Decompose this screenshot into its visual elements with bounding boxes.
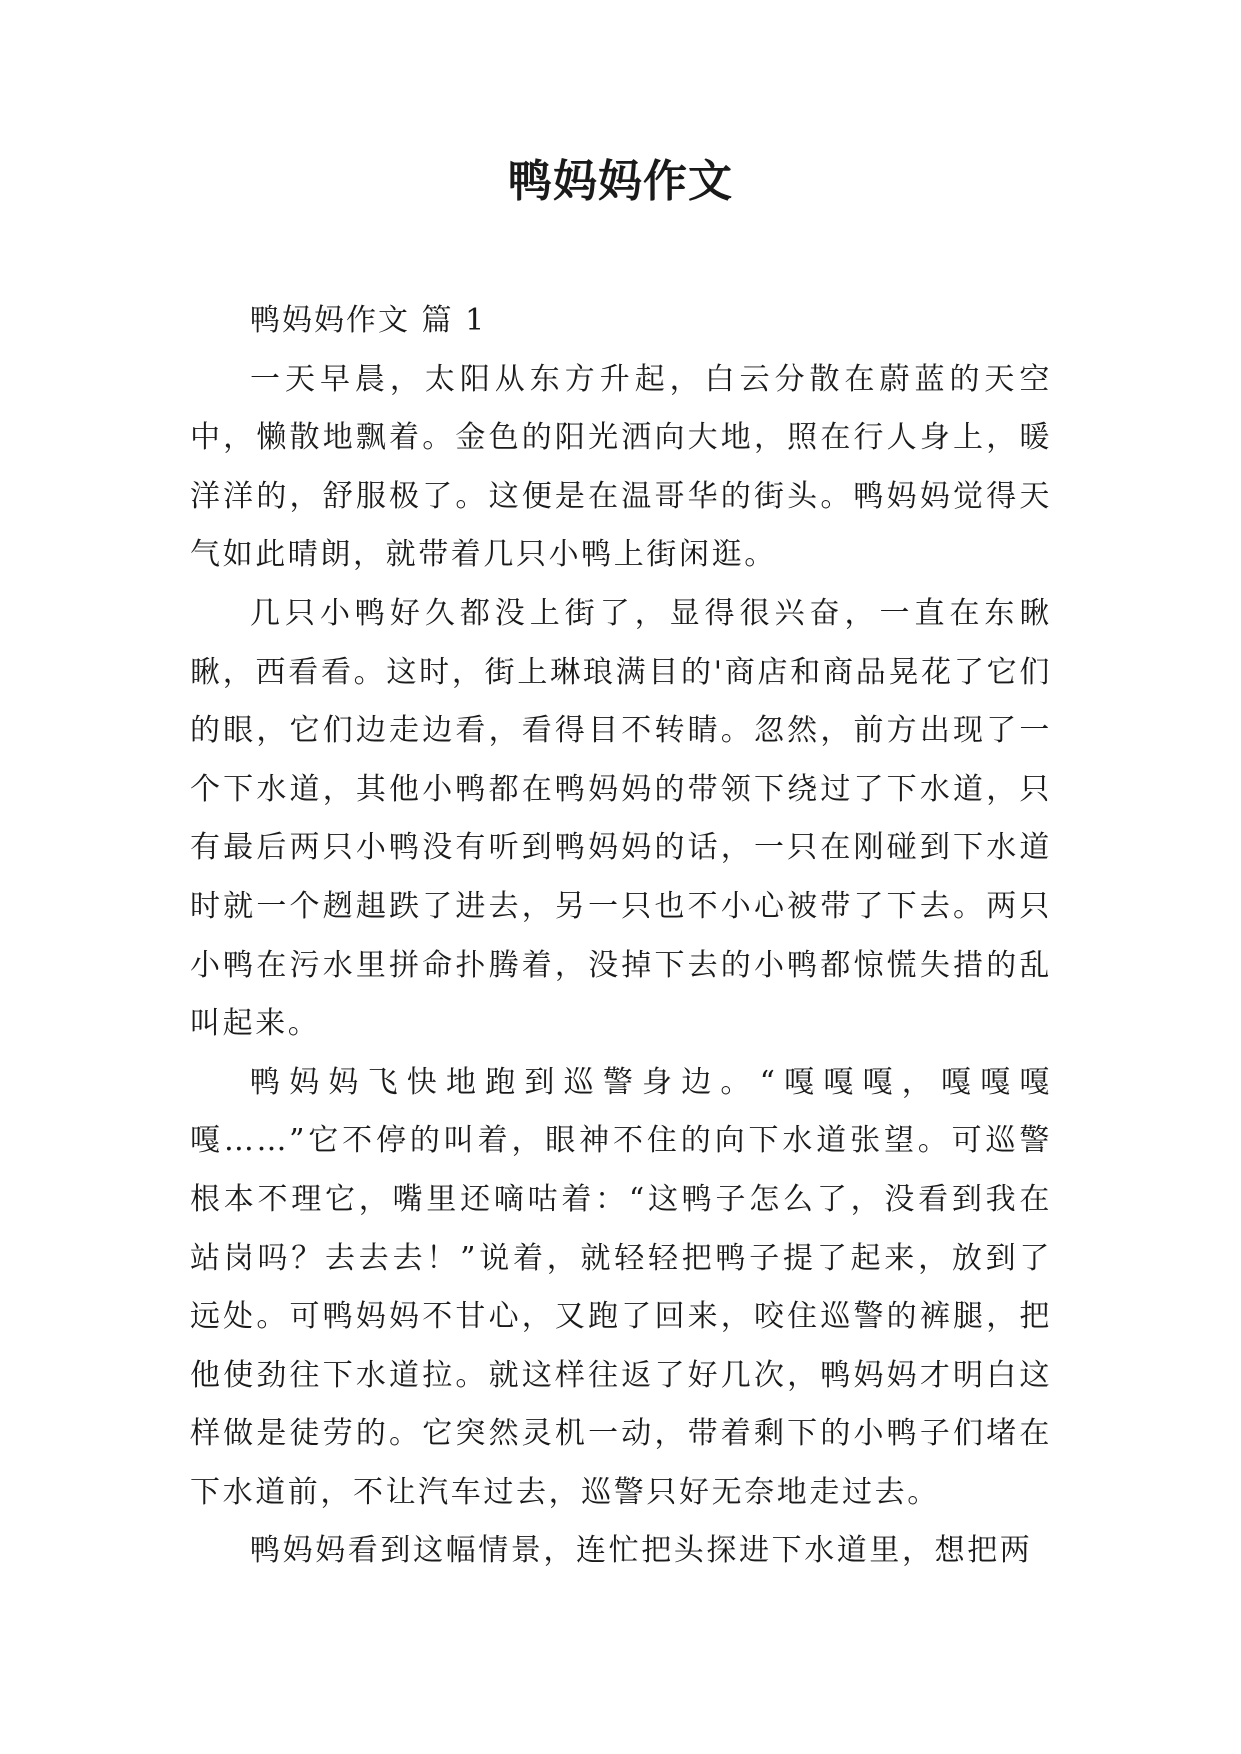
document-body [190, 292, 1052, 1581]
paragraph-1: 一天早晨，太阳从东方升起，白云分散在蔚蓝的天空中，懒散地飘着。金色的阳光洒向大地，照在行人身上，暖洋洋的，舒服极了。这便是在温哥华的街头。鸭妈妈觉得天气如此晴朗，就带着几只小鸭上街闲逛。 [190, 361, 1052, 573]
paragraph-2: 几只小鸭好久都没上街了，显得很兴奋，一直在东瞅瞅，西看看。这时，街上琳琅满目的'商店和商品晃花了它们的眼，它们边走边看，看得目不转睛。忽然，前方出现了一个下水道，其他小鸭都在鸭妈妈的带领下绕过了下水道，只有最后两只小鸭没有听到鸭妈妈的话，一只在刚碰到下水道时就一个趔趄跌了进去，另一只也不小心被带了下去。两只小鸭在污水里拼命扑腾着，没掉下去的小鸭都惊慌失措的乱叫起来。 [190, 595, 1052, 1042]
section-heading: 鸭妈妈作文 篇 1 [250, 303, 487, 338]
paragraph-3: 鸭妈妈飞快地跑到巡警身边。“嘎嘎嘎，嘎嘎嘎嘎……”它不停的叫着，眼神不住的向下水道张望。可巡警根本不理它，嘴里还嘀咕着：“这鸭子怎么了，没看到我在站岗吗？去去去！”说着，就轻轻把鸭子提了起来，放到了远处。可鸭妈妈不甘心，又跑了回来，咬住巡警的裤腿，把他使劲往下水道拉。就这样往返了好几次，鸭妈妈才明白这样做是徒劳的。它突然灵机一动，带着剩下的小鸭子们堵在下水道前，不让汽车过去，巡警只好无奈地走过去。 [190, 1064, 1052, 1510]
paragraph-4: 鸭妈妈看到这幅情景，连忙把头探进下水道里，想把两 [250, 1533, 1033, 1569]
document-title: 鸭妈妈作文 [508, 156, 733, 207]
